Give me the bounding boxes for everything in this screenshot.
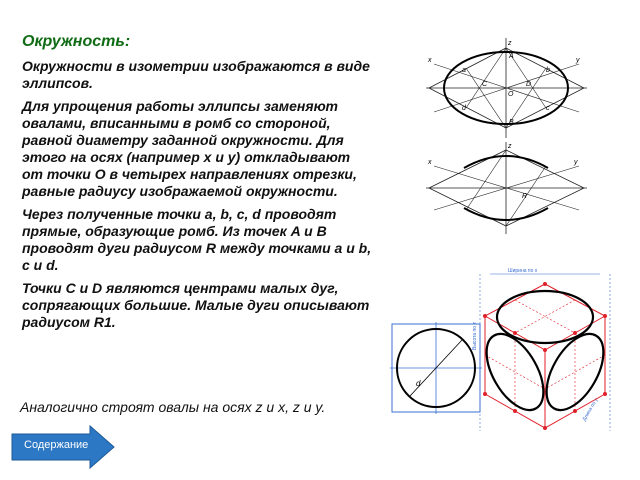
contents-button[interactable] — [10, 424, 116, 470]
label-a: a — [462, 67, 466, 74]
label-x: x — [428, 159, 432, 166]
label-big-c: C — [482, 81, 488, 88]
label-z: z — [508, 40, 512, 47]
slide-title: Окружность: — [22, 33, 131, 50]
label-y: y — [576, 57, 580, 64]
label-o: O — [508, 91, 514, 98]
label-z: z — [508, 143, 512, 150]
label-r: R — [522, 193, 528, 200]
isometric-cube-ovals — [470, 266, 620, 438]
label-big-b: B — [509, 119, 514, 126]
body-text — [22, 58, 372, 337]
isometric-oval-construction — [424, 36, 589, 140]
paragraph-4: Точки C и D являются центрами малых дуг, сопрягающих большие. Малые дуги описывают радиусом R1. — [22, 280, 370, 330]
label-big-d: D — [526, 81, 532, 88]
label-c: c — [546, 105, 550, 112]
label-big-a: A — [509, 53, 514, 60]
paragraph-2: Для упрощения работы эллипсы заменяют овалами, вписанными в ромб со стороной, равной диаметру заданной окружности. Для этого на осях (например x и y) откладывают от точки O в четырех направлениях отрезки, равные радиусу изображаемой окружности. — [22, 98, 357, 199]
label-b: b — [546, 67, 550, 74]
arcs-construction — [424, 140, 589, 236]
label-d: d — [416, 379, 421, 388]
circle-diameter-figure — [390, 322, 482, 414]
label-x: x — [428, 57, 432, 64]
footer-text: Аналогично строят овалы на осях z и x, z и y. — [20, 399, 326, 415]
height-label: Высота по z — [472, 322, 478, 350]
contents-button-label: Содержание — [24, 439, 89, 451]
label-y: y — [574, 159, 578, 166]
length-label: Длина по y — [581, 397, 600, 423]
width-label: Ширина по x — [508, 268, 538, 274]
paragraph-1: Окружности в изометрии изображаются в виде эллипсов. — [22, 58, 370, 91]
label-d: d — [462, 105, 466, 112]
paragraph-3: Через полученные точки a, b, c, d проводят прямые, образующие ромб. Из точек A и B проводят дуги радиусом R между точками a и b, c и d. — [22, 206, 372, 273]
